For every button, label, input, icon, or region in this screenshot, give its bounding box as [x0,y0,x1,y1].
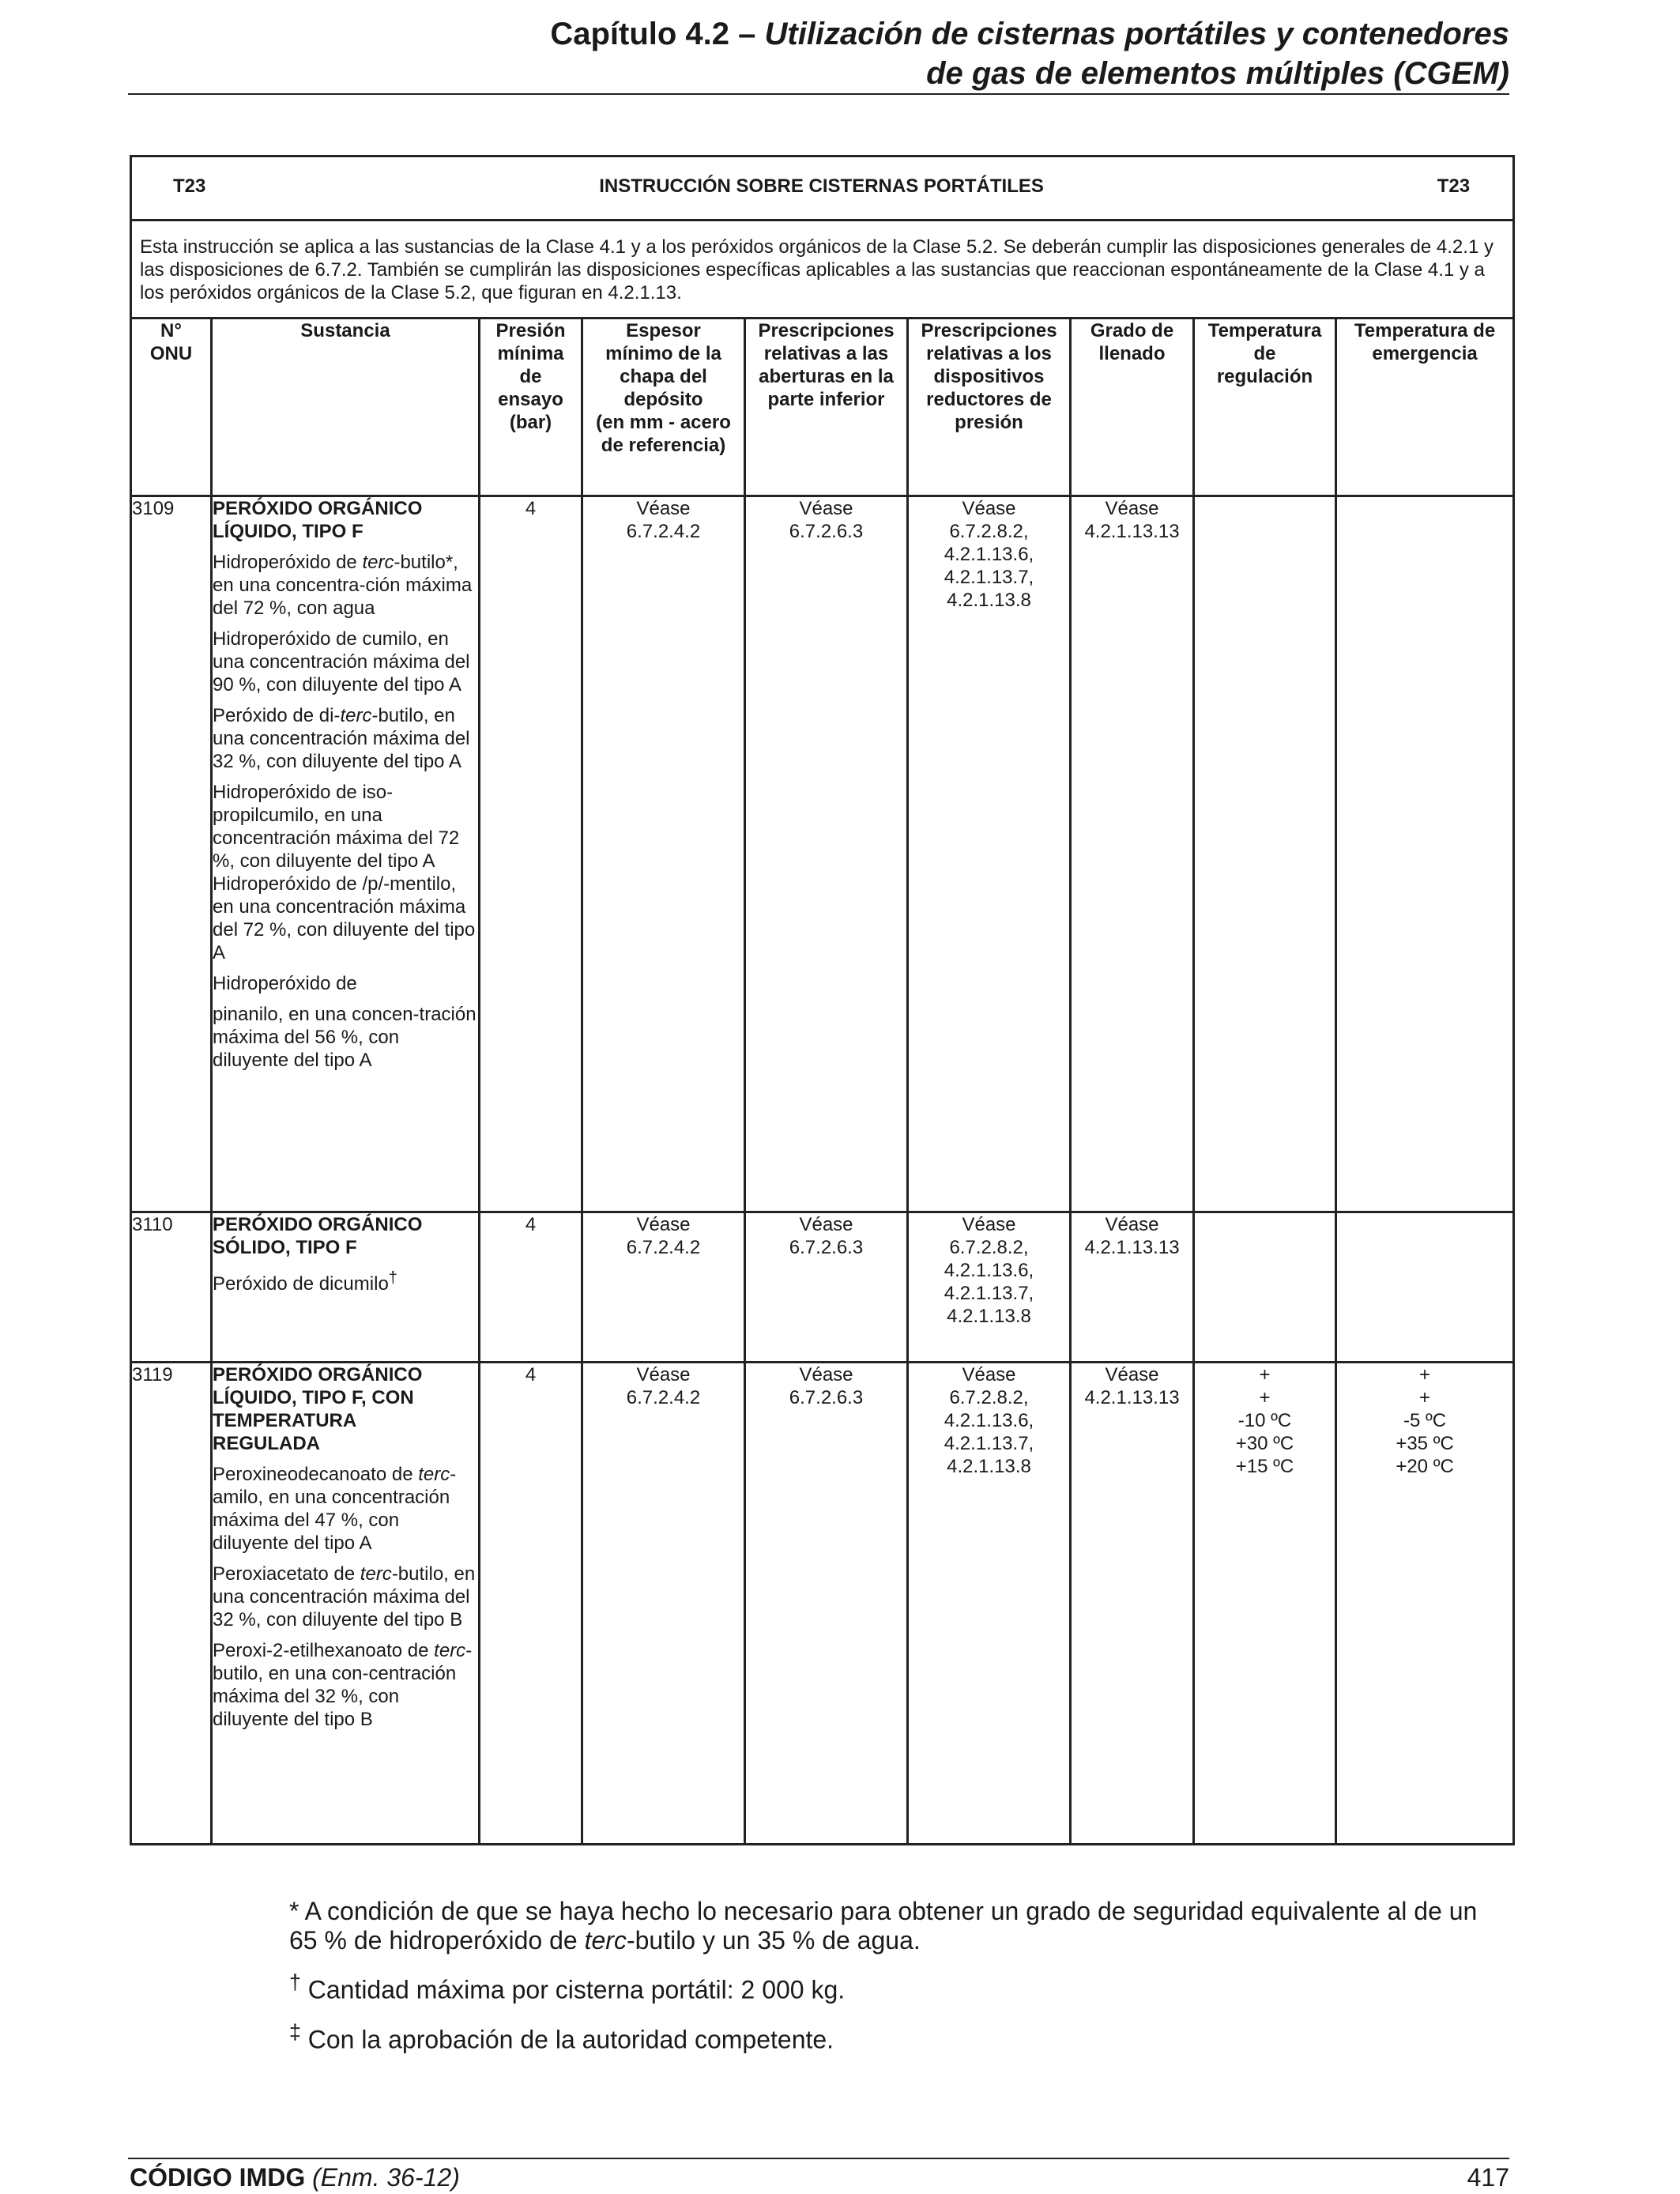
cell-grado-line: 4.2.1.13.13 [1084,1387,1180,1408]
cell-dispositivos [908,1212,1071,1363]
cell-emergencia-line: -5 ºC [1403,1410,1447,1431]
cell-dispositivos-line: 6.7.2.8.2, [949,1237,1029,1258]
footnote-ddagger [289,2018,1511,2055]
col-header-dispositivos-line: Prescripciones [921,320,1057,341]
instruction-title: INSTRUCCIÓN SOBRE CISTERNAS PORTÁTILES [599,175,1044,197]
col-header-onu [131,319,212,496]
cell-dispositivos-line: 6.7.2.8.2, [949,1387,1029,1408]
cell-presion [480,496,582,1212]
cell-presion-line: 4 [525,1214,537,1235]
chapter-title-line1 [128,14,1509,54]
cell-espesor-line: 6.7.2.4.2 [626,1387,701,1408]
instruction-title-row [131,156,1514,221]
col-header-dispositivos [908,319,1071,496]
instruction-intro-row [131,221,1514,319]
page-header [128,14,1509,93]
cell-sustancia [212,1212,480,1363]
footnote-star-text: * A condición de que se haya hecho lo necesario para obtener un grado de seguridad equivalente al de un 65 % de hidroperóxido de [289,1897,1478,1955]
cell-presion [480,1363,582,1845]
cell-regulacion-line: + [1259,1364,1271,1385]
col-header-grado-line: Grado de [1090,320,1174,341]
chapter-title-line2 [128,54,1509,93]
cell-dispositivos-line: 4.2.1.13.8 [947,1306,1031,1327]
substance-name [213,497,478,543]
footnote-star [289,1897,1511,1955]
substance-name [213,1213,478,1259]
cell-grado-line: 4.2.1.13.13 [1084,521,1180,542]
cell-espesor-line: Véase [636,1364,691,1385]
col-header-espesor-line: (en mm - acero [596,412,731,433]
col-header-presion-line: mínima [497,343,564,364]
cell-grado-line: Véase [1105,1214,1159,1235]
table-row [131,496,1514,1212]
col-header-presion-line: Presión [495,320,566,341]
cell-emergencia [1336,496,1514,1212]
cell-dispositivos-line: 4.2.1.13.7, [944,567,1034,588]
cell-dispositivos-line: Véase [962,1364,1016,1385]
substance-name-line: LÍQUIDO, TIPO F [213,521,363,542]
cell-grado [1071,496,1194,1212]
cell-dispositivos-line: 6.7.2.8.2, [949,521,1029,542]
cell-aberturas-line: Véase [799,498,853,519]
instruction-code-left: T23 [173,175,206,197]
table-row [131,1212,1514,1363]
cell-aberturas [745,496,908,1212]
cell-sustancia [212,496,480,1212]
cell-dispositivos-line: Véase [962,498,1016,519]
cell-aberturas [745,1212,908,1363]
substance-name-line: REGULADA [213,1433,320,1454]
cell-espesor [582,1363,745,1845]
col-header-onu-line: ONU [149,343,193,364]
cell-presion [480,1212,582,1363]
footnote-ddagger-text: Con la aprobación de la autoridad competente. [300,2025,834,2054]
cell-onu: 3109 [131,496,212,1212]
cell-dispositivos [908,1363,1071,1845]
cell-regulacion-line: -10 ºC [1237,1410,1292,1431]
cell-espesor [582,1212,745,1363]
col-header-dispositivos-line: relativas a los [926,343,1052,364]
cell-regulacion-line: +30 ºC [1235,1433,1294,1454]
page-number: 417 [1467,2163,1509,2192]
substance-item: pinanilo, en una concen-tración máxima del 56 %, con diluyente del tipo A [213,1004,477,1071]
footnote-dagger-text: Cantidad máxima por cisterna portátil: 2 000 kg. [300,1975,846,2004]
table-row [131,1363,1514,1845]
col-header-regulacion [1194,319,1336,496]
col-header-presion-line: de [519,366,542,387]
cell-onu: 3119 [131,1363,212,1845]
cell-emergencia-line: + [1419,1364,1431,1385]
substance-item: Hidroperóxido de iso-propilcumilo, en una concentración máxima del 72 %, con diluyente del tipo A Hidroperóxido de /p/-mentilo, en una concentración máxima del 72 %, con diluyente del tipo A [213,782,476,963]
substance-name-line: PERÓXIDO ORGÁNICO [213,1214,423,1235]
footer-publication [130,2162,460,2192]
col-header-presion-line: (bar) [509,412,552,433]
col-header-regulacion-line: de [1253,343,1276,364]
col-header-sustancia-line: Sustancia [300,320,390,341]
cell-dispositivos-line: 4.2.1.13.8 [947,1456,1031,1477]
col-header-aberturas-line: relativas a las [763,343,889,364]
col-header-espesor-line: Espesor [626,320,701,341]
substance-name-line: SÓLIDO, TIPO F [213,1237,357,1258]
substance-item: Peroxiacetato de terc-butilo, en una concentración máxima del 32 %, con diluyente del tipo B [213,1563,476,1630]
col-header-emergencia [1336,319,1514,496]
table-body [131,496,1514,1845]
col-header-onu-line: N° [160,320,182,341]
cell-dispositivos-line: 4.2.1.13.8 [947,590,1031,611]
col-header-emergencia-line: Temperatura de [1354,320,1496,341]
cell-dispositivos-line: 4.2.1.13.6, [944,1260,1034,1281]
cell-espesor-line: Véase [636,1214,691,1235]
cell-regulacion-line: + [1259,1387,1271,1408]
substance-item: Peroxi-2-etilhexanoato de terc-butilo, en una con-centración máxima del 32 %, con diluyente del tipo B [213,1640,473,1730]
col-header-regulacion-line: regulación [1216,366,1313,387]
cell-aberturas-line: Véase [799,1364,853,1385]
col-header-presion-line: ensayo [498,389,563,410]
cell-regulacion-line: +15 ºC [1235,1456,1294,1477]
footnote-ddagger-mark: ‡ [289,2019,301,2044]
cell-grado-line: 4.2.1.13.13 [1084,1237,1180,1258]
footnote-dagger [289,1968,1511,2005]
col-header-dispositivos-line: dispositivos [933,366,1045,387]
chapter-title-text: Utilización de cisternas portátiles y contenedores [764,17,1509,51]
col-header-espesor-line: chapa del [620,366,707,387]
substance-item: Hidroperóxido de [213,973,357,994]
substance-name-line: PERÓXIDO ORGÁNICO [213,498,423,519]
cell-dispositivos [908,496,1071,1212]
col-header-dispositivos-line: reductores de [926,389,1052,410]
col-header-presion [480,319,582,496]
cell-dispositivos-line: 4.2.1.13.6, [944,1410,1034,1431]
cell-espesor-line: 6.7.2.4.2 [626,1237,701,1258]
chapter-number: Capítulo 4.2 – [550,17,765,51]
substance-name-line: PERÓXIDO ORGÁNICO [213,1364,423,1385]
cell-grado-line: Véase [1105,498,1159,519]
substance-item: Hidroperóxido de terc-butilo*, en una concentra-ción máxima del 72 %, con agua [213,552,473,619]
substance-item: Peróxido de dicumilo† [213,1269,397,1295]
cell-grado [1071,1212,1194,1363]
footnote-star-italic: terc [584,1926,627,1955]
substance-name [213,1363,478,1455]
col-header-sustancia [212,319,480,496]
cell-aberturas-line: 6.7.2.6.3 [789,1387,864,1408]
cell-presion-line: 4 [525,498,537,519]
footer-divider [128,2158,1509,2159]
cell-grado-line: Véase [1105,1364,1159,1385]
instruction-table [130,155,1515,1845]
col-header-aberturas-line: parte inferior [767,389,885,410]
footnote-dagger-mark: † [289,1970,301,1994]
cell-emergencia-line: + [1419,1387,1431,1408]
cell-aberturas-line: 6.7.2.6.3 [789,521,864,542]
column-header-row [131,319,1514,496]
col-header-aberturas-line: Prescripciones [758,320,895,341]
cell-dispositivos-line: 4.2.1.13.6, [944,544,1034,565]
cell-sustancia [212,1363,480,1845]
cell-emergencia-line: +35 ºC [1396,1433,1454,1454]
col-header-aberturas-line: aberturas en la [759,366,894,387]
substance-item: Peroxineodecanoato de terc-amilo, en una concentración máxima del 47 %, con diluyente del tipo A [213,1464,457,1554]
cell-regulacion [1194,496,1336,1212]
footer-edition: (Enm. 36-12) [305,2163,460,2192]
substance-name-line: LÍQUIDO, TIPO F, CON [213,1387,414,1408]
col-header-espesor-line: mínimo de la [605,343,721,364]
header-divider [128,93,1509,95]
cell-regulacion [1194,1212,1336,1363]
chapter-title-text-2: de gas de elementos múltiples (CGEM) [926,56,1509,91]
col-header-espesor-line: depósito [623,389,703,410]
col-header-espesor [582,319,745,496]
substance-name-line: TEMPERATURA [213,1410,357,1431]
cell-aberturas-line: Véase [799,1214,853,1235]
col-header-aberturas [745,319,908,496]
col-header-regulacion-line: Temperatura [1207,320,1322,341]
cell-espesor [582,496,745,1212]
substance-item: Hidroperóxido de cumilo, en una concentración máxima del 90 %, con diluyente del tipo A [213,628,470,696]
cell-dispositivos-line: 4.2.1.13.7, [944,1283,1034,1304]
cell-espesor-line: Véase [636,498,691,519]
cell-grado [1071,1363,1194,1845]
cell-aberturas-line: 6.7.2.6.3 [789,1237,864,1258]
col-header-espesor-line: de referencia) [601,435,726,456]
col-header-grado-line: llenado [1098,343,1166,364]
cell-emergencia-line: +20 ºC [1396,1456,1454,1477]
cell-emergencia [1336,1212,1514,1363]
cell-dispositivos-line: 4.2.1.13.7, [944,1433,1034,1454]
instruction-intro: Esta instrucción se aplica a las sustancias de la Clase 4.1 y a los peróxidos orgánicos de la Clase 5.2. Se deberán cumplir las disposiciones generales de 4.2.1 y las disposiciones de 6.7.2. También se cumplirán las disposiciones específicas aplicables a las sustancias que reaccionan espontáneamente de la Clase 4.1 y a los peróxidos orgánicos de la Clase 5.2, que figuran en 4.2.1.13. [131,221,1514,319]
col-header-dispositivos-line: presión [955,412,1023,433]
col-header-emergencia-line: emergencia [1372,343,1478,364]
substance-item: Peróxido de di-terc-butilo, en una concentración máxima del 32 %, con diluyente del tipo A [213,705,470,772]
cell-regulacion [1194,1363,1336,1845]
cell-aberturas [745,1363,908,1845]
footnotes [289,1897,1511,2067]
cell-espesor-line: 6.7.2.4.2 [626,521,701,542]
cell-onu: 3110 [131,1212,212,1363]
cell-dispositivos-line: Véase [962,1214,1016,1235]
instruction-code-right: T23 [1437,175,1471,197]
footer-code: CÓDIGO IMDG [130,2163,306,2192]
footnote-star-text-end: -butilo y un 35 % de agua. [626,1926,921,1955]
cell-emergencia [1336,1363,1514,1845]
col-header-grado [1071,319,1194,496]
cell-presion-line: 4 [525,1364,537,1385]
